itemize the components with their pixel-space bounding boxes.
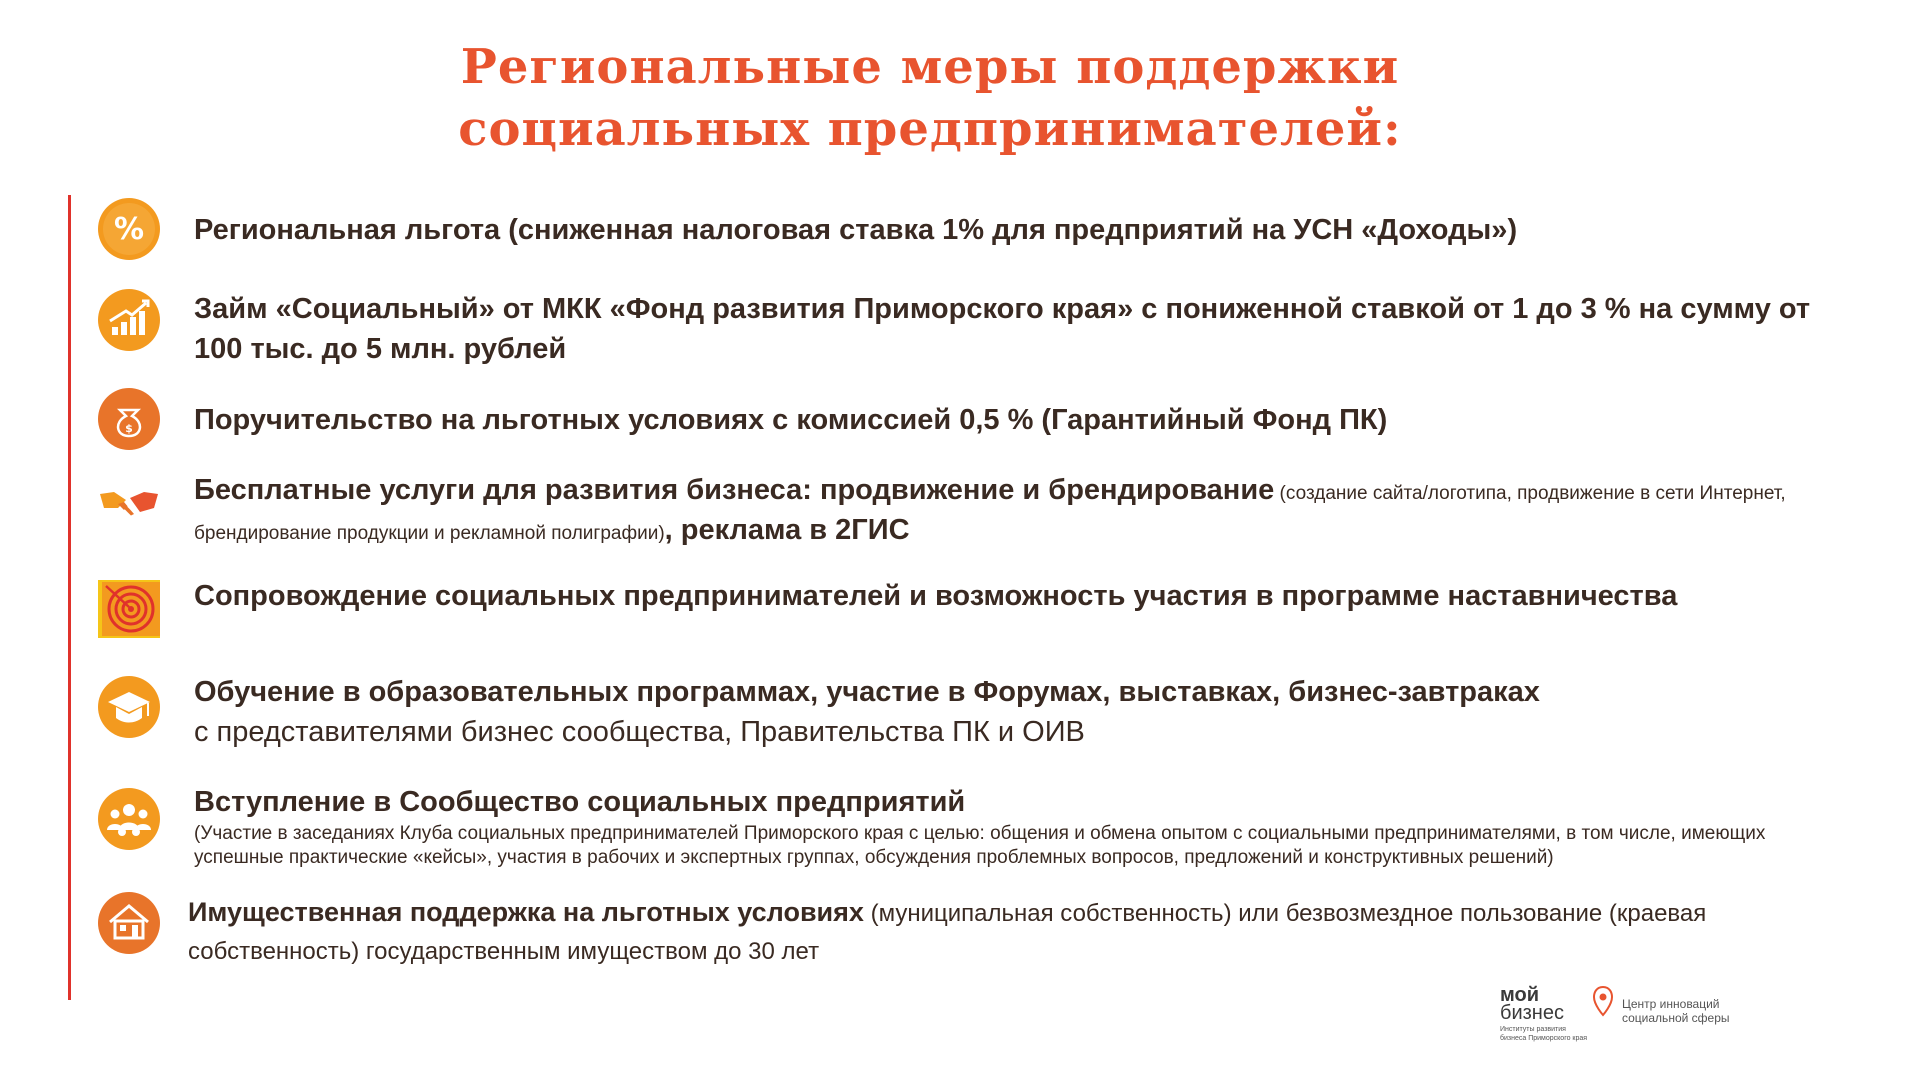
left-accent-rule	[68, 195, 71, 1000]
logo-subtitle: Институты развития бизнеса Приморского края	[1500, 1026, 1588, 1042]
item-text-normal: (муниципальная собственность) или безвозмездное пользование (краевая собственность) государственным имуществом до 30 лет	[188, 900, 1707, 965]
item-text	[194, 672, 1856, 752]
graduation-cap-icon	[96, 674, 162, 740]
percent-icon	[96, 196, 162, 262]
house-icon	[96, 890, 162, 956]
svg-text:%: %	[113, 212, 145, 247]
logo-biznes-text: бизнес	[1500, 1002, 1564, 1024]
item-text-note: (Участие в заседаниях Клуба социальных предпринимателей Приморского края с целью: общения и обмена опытом с социальными предпринимателями, в том числе, имеющих успешные практические «кейсы», участия в рабочих и экспертных группах, обсуждения проблемных вопросов, предложений и конструктивных решений)	[194, 823, 1766, 868]
title-line-2: социальных предпринимателей:	[458, 101, 1402, 157]
item-text-note: (создание сайта/логотипа, продвижение в сети Интернет, брендирование продукции и рекламной полиграфии)	[194, 483, 1786, 544]
target-icon	[96, 578, 162, 644]
item-text	[188, 894, 1856, 970]
community-icon	[96, 786, 162, 852]
growth-chart-icon	[96, 287, 162, 353]
item-text	[194, 782, 1856, 870]
item-text-bold-2: , реклама в 2ГИС	[664, 514, 910, 546]
handshake-icon	[96, 470, 162, 536]
logo-center-text: Центр инноваций социальной сферы	[1622, 997, 1730, 1025]
location-pin-icon	[1592, 985, 1614, 1025]
item-text: Региональная льгота (сниженная налоговая ставка 1% для предприятий на УСН «Доходы»)	[194, 214, 1518, 246]
page-title	[0, 36, 1860, 160]
svg-text:$: $	[125, 422, 133, 435]
money-bag-icon	[96, 386, 162, 452]
item-text-bold: Имущественная поддержка на льготных условиях	[188, 897, 864, 927]
item-text-bold: Бесплатные услуги для развития бизнеса: продвижение и брендирование	[194, 474, 1275, 506]
item-text-bold: Вступление в Сообщество социальных предприятий	[194, 786, 966, 818]
item-text-bold: Обучение в образовательных программах, участие в Форумах, выставках, бизнес-завтраках	[194, 676, 1540, 708]
title-line-1: Региональные меры поддержки	[460, 39, 1400, 95]
logo-moi-text: мой	[1500, 984, 1540, 1006]
footer-logo	[1500, 984, 1730, 1045]
item-text-normal: с представителями бизнес сообщества, Правительства ПК и ОИВ	[194, 716, 1085, 748]
item-text: Поручительство на льготных условиях с комиссией 0,5 % (Гарантийный Фонд ПК)	[194, 404, 1388, 436]
item-text: Сопровождение социальных предпринимателей и возможность участия в программе наставничества	[194, 580, 1678, 612]
item-text: Займ «Социальный» от МКК «Фонд развития Приморского края» с пониженной ставкой от 1 до 3 % на сумму от 100 тыс. до 5 млн. рублей	[194, 293, 1811, 365]
item-text	[194, 470, 1856, 550]
